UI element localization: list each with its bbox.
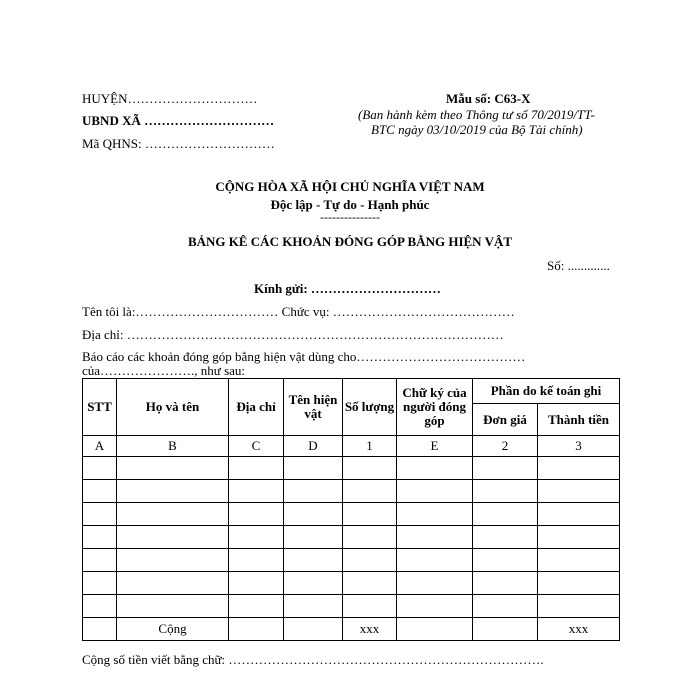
ubnd-field: UBND XÃ …………………………	[82, 113, 275, 128]
col-ho-ten: Họ và tên	[117, 379, 229, 436]
header-row-1	[83, 379, 620, 404]
col-so-luong: Số lượng	[343, 379, 397, 436]
code-row	[83, 436, 620, 457]
col-phan-ke-toan: Phần do kế toán ghi	[473, 379, 620, 404]
ten-toi-la-field: Tên tôi là:…………………………… Chức vụ: ……………………………………	[82, 304, 515, 319]
dia-chi-field: Địa chỉ: ……………………………………………………………………………	[82, 327, 504, 342]
total-label: Cộng	[117, 618, 229, 641]
code-cell: E	[397, 436, 473, 457]
table-row	[83, 549, 620, 572]
huyen-field: HUYỆN…………………………	[82, 91, 258, 106]
total-row	[83, 618, 620, 641]
kinh-gui: Kính gửi: …………………………	[254, 281, 441, 296]
code-cell: C	[229, 436, 284, 457]
contribution-table	[82, 378, 620, 641]
ban-hanh-line2: BTC ngày 03/10/2019 của Bộ Tài chính)	[371, 122, 583, 137]
mau-so: Mẫu số: C63-X	[446, 91, 531, 106]
code-cell: A	[83, 436, 117, 457]
document-title: BẢNG KÊ CÁC KHOẢN ĐÓNG GÓP BẰNG HIỆN VẬT	[187, 234, 513, 249]
code-cell: 2	[473, 436, 538, 457]
bao-cao-line1: Báo cáo các khoản đóng góp bằng hiện vật dùng cho…………………………………	[82, 349, 526, 364]
col-chu-ky: Chữ ký của người đóng góp	[397, 379, 473, 436]
col-thanh-tien: Thành tiền	[538, 404, 620, 436]
table-row	[83, 572, 620, 595]
code-cell: 3	[538, 436, 620, 457]
qhns-field: Mã QHNS: …………………………	[82, 136, 275, 151]
col-dia-chi: Địa chỉ	[229, 379, 284, 436]
national-motto: Độc lập - Tự do - Hạnh phúc	[270, 197, 430, 212]
national-title: CỘNG HÒA XÃ HỘI CHỦ NGHĨA VIỆT NAM	[215, 179, 485, 194]
table-row	[83, 503, 620, 526]
cong-so-tien-field: Cộng số tiền viết bằng chữ: ……………………………………………………………….	[82, 652, 544, 667]
col-ten-hien-vat: Tên hiện vật	[284, 379, 343, 436]
total-thanh-tien: xxx	[538, 618, 620, 641]
divider: ---------------	[320, 210, 380, 224]
col-don-gia: Đơn giá	[473, 404, 538, 436]
ban-hanh-line1: (Ban hành kèm theo Thông tư số 70/2019/TT-	[358, 107, 595, 122]
so-field: Số: .............	[547, 258, 610, 273]
table-row	[83, 526, 620, 549]
code-cell: D	[284, 436, 343, 457]
code-cell: 1	[343, 436, 397, 457]
total-so-luong: xxx	[343, 618, 397, 641]
bao-cao-line2: của…………………., như sau:	[82, 363, 246, 378]
table-row	[83, 595, 620, 618]
table-row	[83, 457, 620, 480]
col-stt: STT	[83, 379, 117, 436]
table-row	[83, 480, 620, 503]
code-cell: B	[117, 436, 229, 457]
